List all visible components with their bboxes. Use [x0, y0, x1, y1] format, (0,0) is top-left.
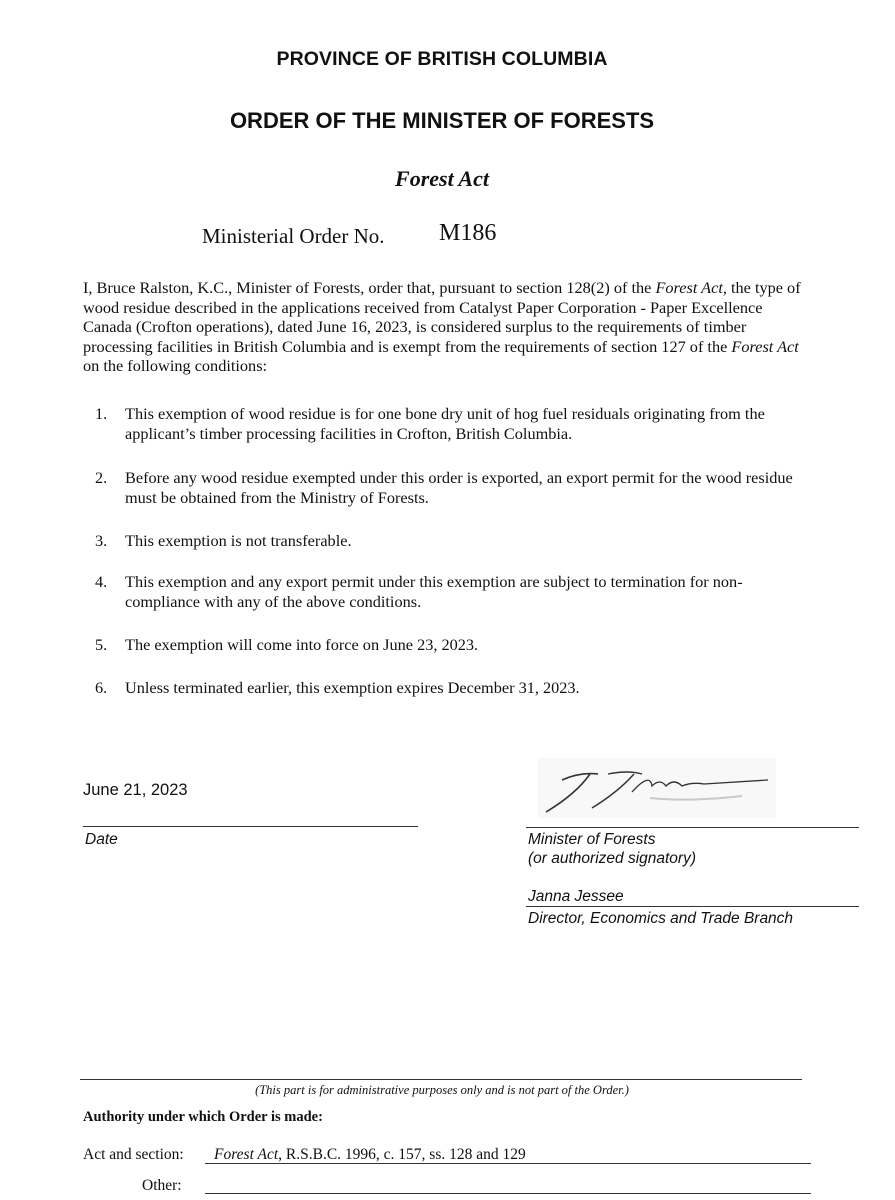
other-line	[205, 1193, 811, 1194]
signatory-name-line	[526, 906, 859, 907]
intro-act-reference-1: Forest Act,	[655, 278, 727, 297]
act-section-value	[214, 1146, 526, 1164]
condition-number: 2.	[95, 468, 108, 487]
handwritten-signature	[532, 752, 782, 824]
act-title: Forest Act	[395, 166, 489, 191]
province-heading: PROVINCE OF BRITISH COLUMBIA	[276, 48, 608, 70]
intro-text-1: I, Bruce Ralston, K.C., Minister of Forests, order that, pursuant to section 128(2) of the	[83, 278, 656, 297]
authority-heading: Authority under which Order is made:	[83, 1109, 323, 1125]
condition-item	[95, 531, 795, 551]
minister-label: Minister of Forests	[528, 831, 656, 848]
condition-item	[95, 468, 795, 508]
condition-text: The exemption will come into force on June 23, 2023.	[125, 635, 479, 654]
ministerial-order-label: Ministerial Order No.	[202, 224, 385, 248]
other-label: Other:	[142, 1177, 182, 1194]
act-section-details: , R.S.B.C. 1996, c. 157, ss. 128 and 129	[278, 1146, 526, 1163]
intro-text-2: the type of wood residue described in the applications received from Catalyst Paper Corporation - Paper Excellence Canada (Crofton operations), dated June 16, 2023, is considered surplus to the requirements of timber processing facilities in British Columbia and is exempt from the requirements of section 127 of the	[83, 278, 801, 356]
signatory-name: Janna Jessee	[528, 888, 624, 905]
signature-line	[526, 827, 859, 828]
ministerial-order-number: M186	[439, 220, 497, 246]
intro-text-3: on the following conditions:	[83, 356, 268, 375]
admin-divider	[80, 1079, 802, 1080]
condition-number: 3.	[95, 531, 108, 550]
condition-number: 6.	[95, 678, 108, 697]
signatory-title: Director, Economics and Trade Branch	[528, 910, 794, 927]
act-section-label: Act and section:	[83, 1146, 184, 1163]
authorized-signatory-label: (or authorized signatory)	[528, 850, 696, 867]
act-section-act-name: Forest Act	[214, 1146, 279, 1163]
condition-text: This exemption is not transferable.	[125, 531, 352, 550]
act-section-line	[205, 1163, 811, 1164]
date-label: Date	[85, 831, 118, 848]
condition-text: This exemption and any export permit under this exemption are subject to termination for non-compliance with any of the above conditions.	[125, 572, 743, 611]
condition-number: 1.	[95, 404, 108, 423]
order-title: ORDER OF THE MINISTER OF FORESTS	[229, 108, 655, 133]
date-line	[83, 826, 418, 827]
condition-text: Unless terminated earlier, this exemption expires December 31, 2023.	[125, 678, 580, 697]
condition-item	[95, 635, 795, 655]
intro-act-reference-2: Forest Act	[731, 336, 799, 356]
condition-item	[95, 572, 795, 612]
condition-text: This exemption of wood residue is for one bone dry unit of hog fuel residuals originating from the applicant’s timber processing facilities in Crofton, British Columbia.	[125, 404, 765, 443]
admin-note: (This part is for administrative purposes only and is not part of the Order.)	[255, 1083, 629, 1097]
order-date: June 21, 2023	[83, 781, 188, 799]
intro-paragraph	[83, 278, 803, 376]
condition-number: 4.	[95, 572, 108, 591]
condition-number: 5.	[95, 635, 108, 654]
condition-text: Before any wood residue exempted under this order is exported, an export permit for the wood residue must be obtained from the Ministry of Forests.	[125, 468, 793, 507]
condition-item	[95, 404, 795, 444]
condition-item	[95, 678, 795, 698]
